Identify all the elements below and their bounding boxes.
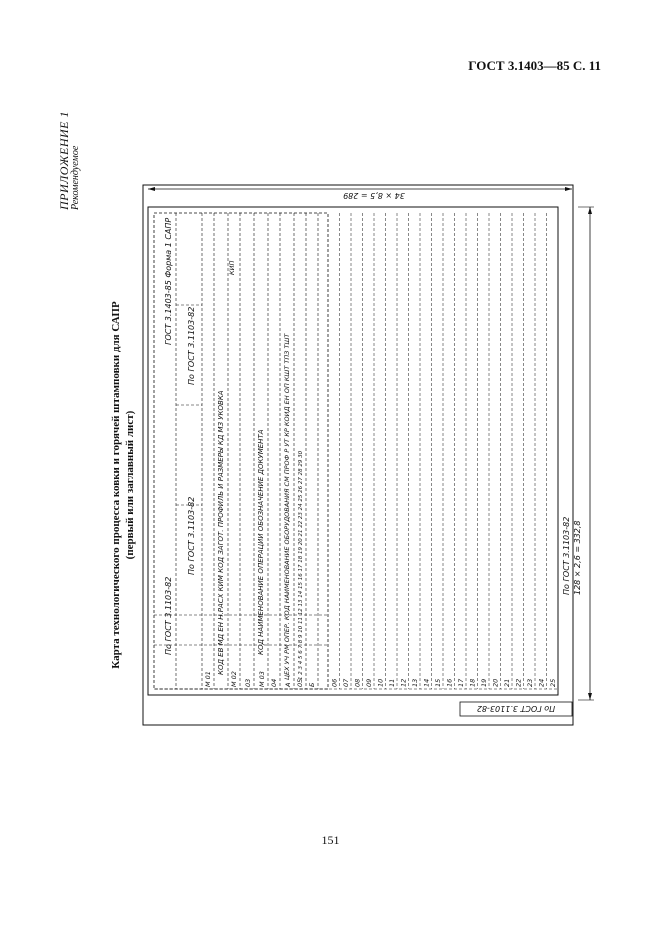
prefix-03: 03: [244, 678, 252, 687]
line-number: 24: [537, 678, 546, 687]
stub-label: По ГОСТ 3.1103-82: [476, 704, 556, 713]
line-number: 14: [422, 678, 431, 687]
prefix-05: 05: [296, 678, 304, 687]
line-number: 19: [480, 678, 488, 687]
body-lines: [154, 213, 558, 689]
form-area: [148, 207, 558, 695]
field-row-1: КОД ЕВ МД ЕН Н.РАСХ КИМ КОД ЗАГОТ. ПРОФИЛЬ И РАЗМЕРЫ КД МЗ УКОВКА: [217, 390, 225, 675]
line-number: 23: [526, 678, 534, 687]
caption-line-2: (первый или заглавный лист): [123, 410, 136, 560]
caption-line-1: Карта технологического процесса ковки и горячей штамповки для САПР: [110, 301, 122, 669]
form-title: ГОСТ 3.1403-85 Форма 1 САПР: [164, 217, 173, 345]
line-number: 20: [491, 678, 500, 687]
line-number: 07: [342, 678, 350, 687]
line-number: 16: [445, 678, 454, 687]
prefix-b: Б: [308, 682, 316, 687]
line-number: 08: [353, 678, 362, 687]
top-dimension-text: 34 × 8,5 = 289: [343, 191, 405, 200]
top-dimension-arrow-right: [565, 187, 572, 191]
appendix-title: ПРИЛОЖЕНИЕ 1: [57, 111, 71, 210]
line-number: 15: [434, 678, 442, 687]
prefix-a: А: [284, 682, 292, 687]
field-row-2: КОД НАИМЕНОВАНИЕ ОПЕРАЦИИ ОБОЗНАЧЕНИЕ ДОКУМЕНТА: [257, 429, 265, 655]
appendix-subtitle: Рекомендуемое: [69, 145, 81, 210]
line-number: 06: [330, 678, 339, 687]
right-dimension-arrow-top: [588, 207, 592, 214]
prefix-m01: М 01: [204, 671, 212, 687]
appendix-label: [58, 90, 98, 210]
sheet-frame: [143, 185, 573, 725]
form-drawing: [142, 175, 594, 727]
prefix-m02: М 02: [230, 671, 238, 687]
line-number: 21: [503, 678, 511, 687]
line-number: 25: [549, 678, 557, 687]
line-number: 10: [376, 678, 385, 687]
line-number: 22: [514, 678, 523, 687]
line-number: 11: [388, 678, 396, 687]
header-grid: [176, 213, 318, 689]
prefix-04: 04: [270, 678, 278, 687]
line-number: 09: [365, 678, 373, 687]
top-dimension-arrow-left: [148, 187, 155, 191]
line-number: 17: [457, 678, 465, 687]
column-numbers: 1 2 3 4 5 6 7 8 9 10 11 12 13 14 15 16 17 18 19 20 21 22 23 24 25 26 27 28 29 30: [298, 450, 304, 680]
line-number: 12: [399, 678, 408, 687]
ref-label-2: По ГОСТ 3.1103-82: [187, 496, 196, 575]
ref-label-3: По ГОСТ 3.1103-82: [164, 576, 173, 655]
field-row-3: ЦЕХ УЧ РМ ОПЕР. КОД НАИМЕНОВАНИЕ ОБОРУДОВАНИЯ СМ ПРОФ Р УТ КР КОИД ЕН ОП КШТ ТПЗ ТШТ: [283, 333, 291, 680]
line-number: 13: [411, 678, 419, 687]
line-number: 18: [468, 678, 477, 687]
right-dimension-arrow-bottom: [588, 693, 592, 700]
page-number: 151: [321, 833, 340, 847]
misc-label-kip: КИП: [228, 260, 236, 275]
right-dimension-text: 128 × 2,6 = 332,8: [573, 520, 582, 595]
page-header: ГОСТ 3.1403—85 С. 11: [468, 58, 601, 73]
prefix-m03: М 03: [258, 671, 266, 687]
technological-form: [142, 175, 594, 727]
ref-label-right: По ГОСТ 3.1103-82: [562, 516, 571, 595]
ref-label-1: По ГОСТ 3.1103-82: [187, 306, 196, 385]
